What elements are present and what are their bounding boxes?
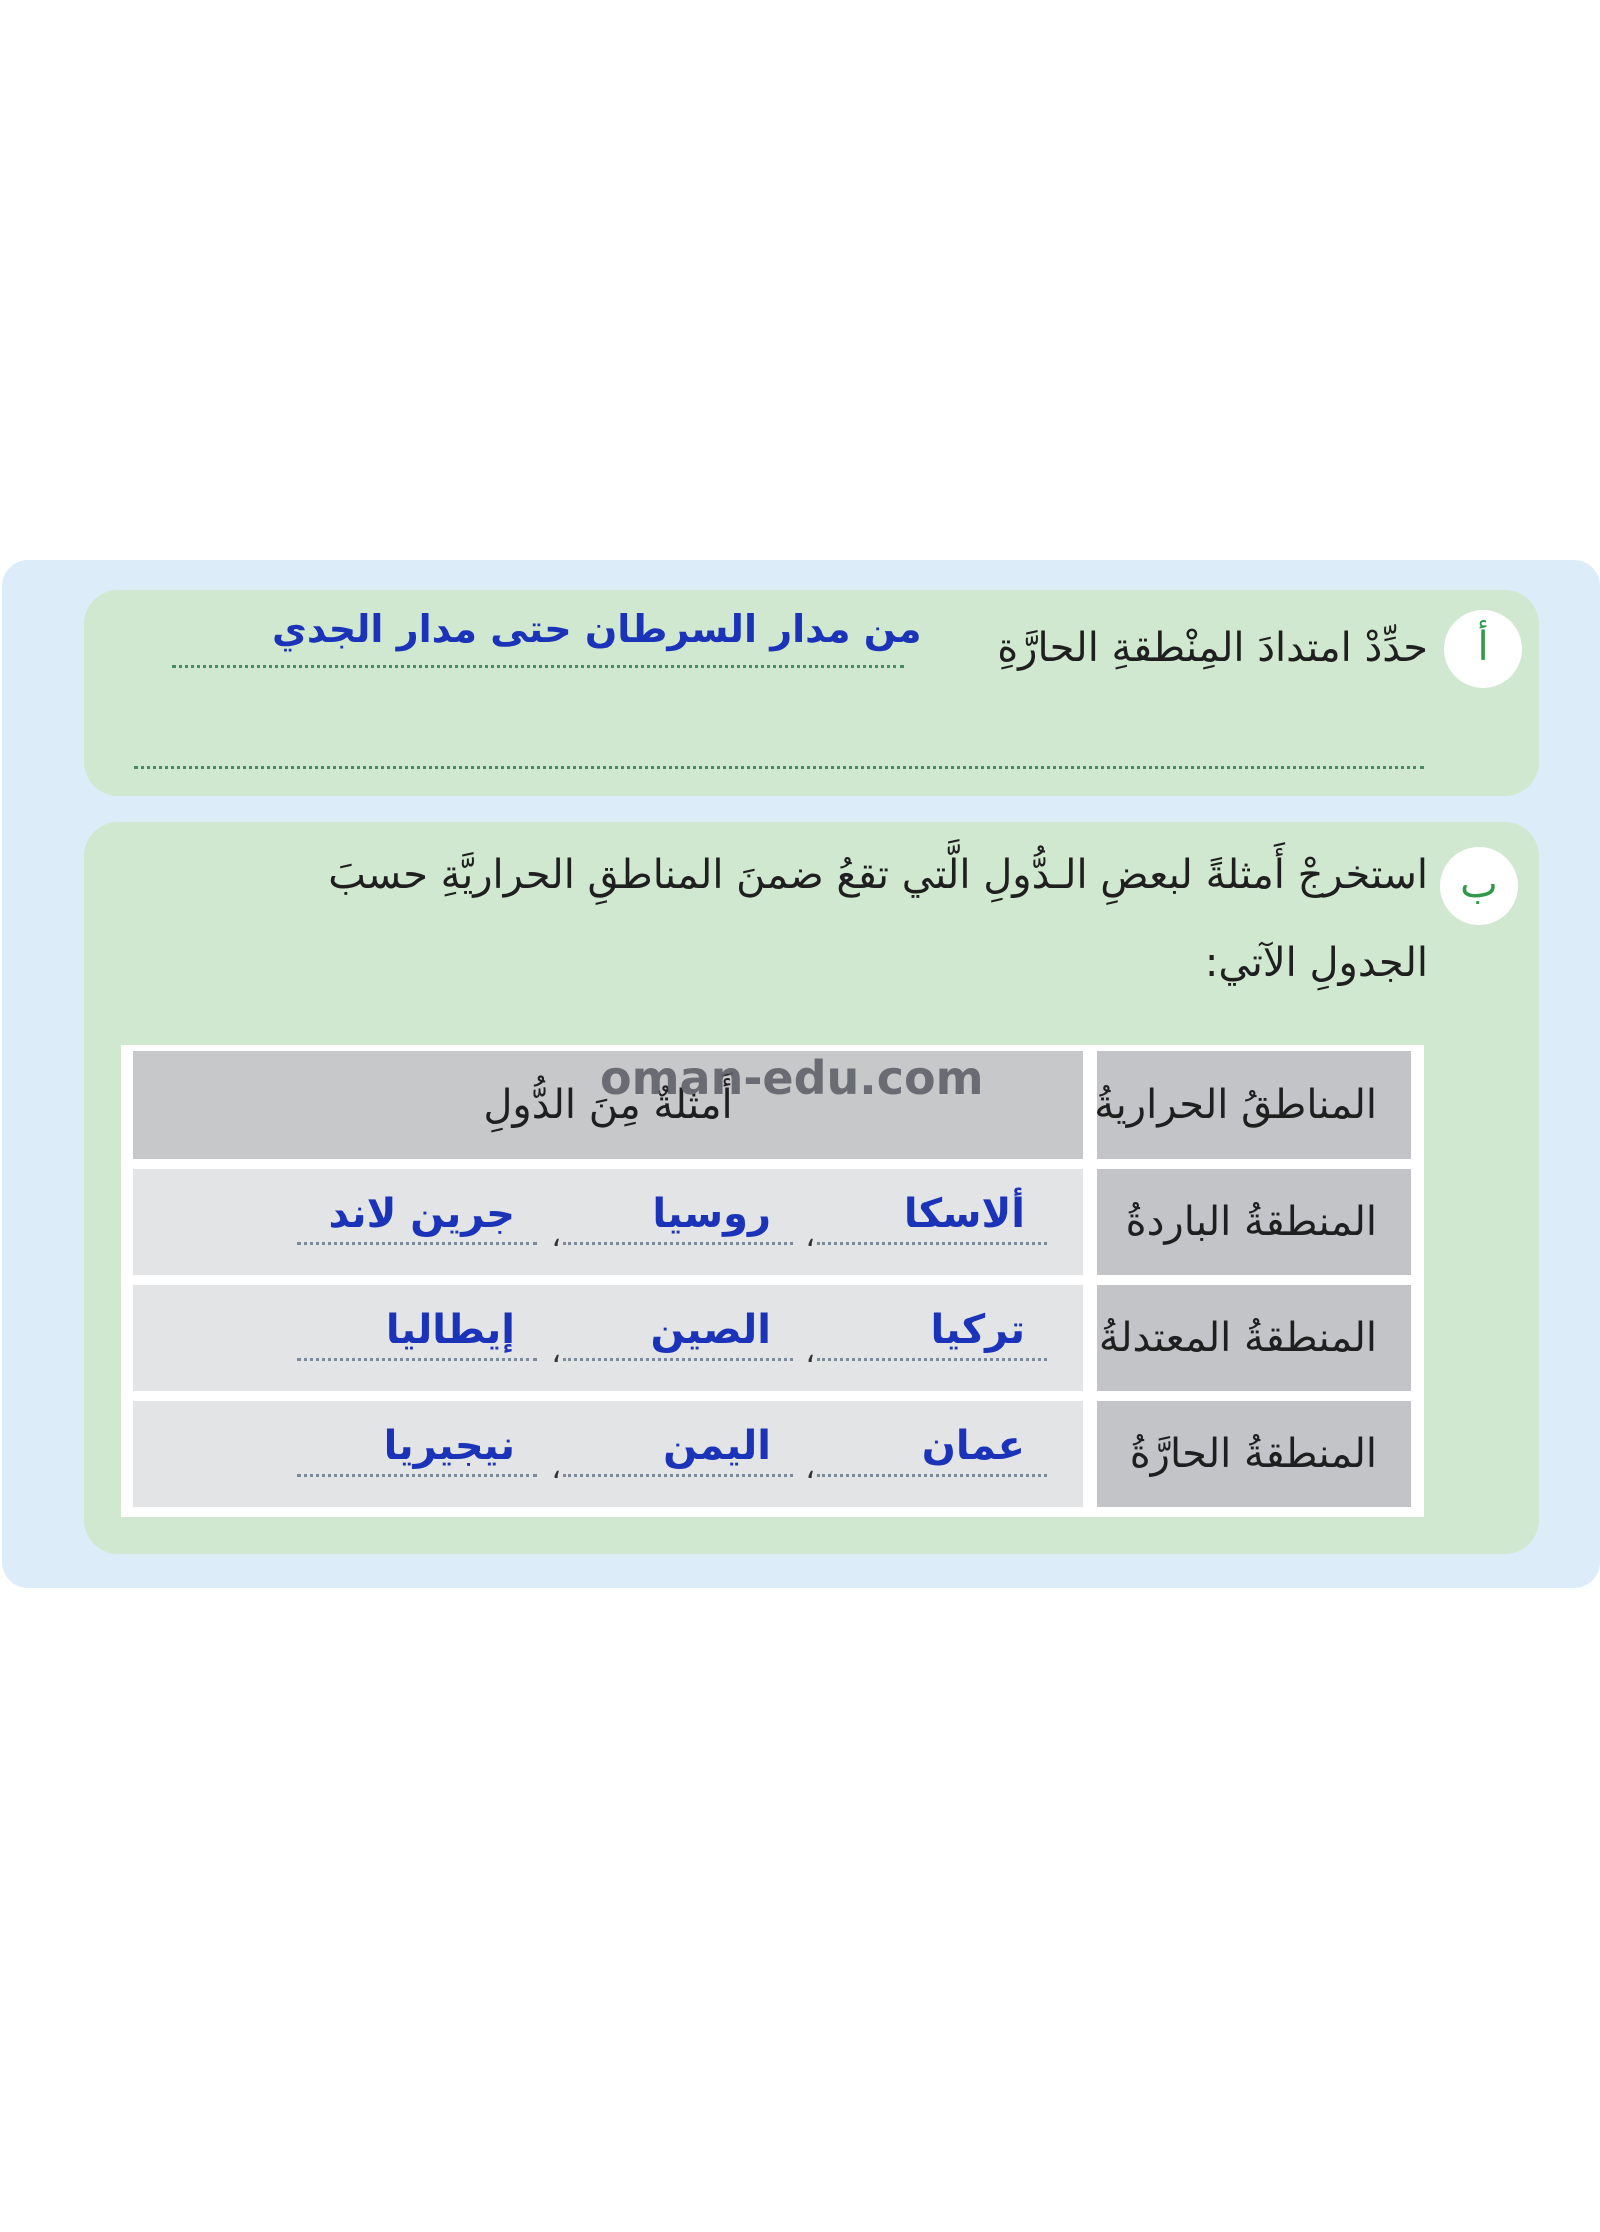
question-a-answer-line-1 — [172, 665, 904, 668]
zone-label-cold: المنطقةُ الباردةُ — [1125, 1199, 1377, 1245]
dotted-line — [563, 1242, 793, 1245]
dotted-line — [817, 1474, 1047, 1477]
comma: ، — [551, 1219, 561, 1254]
question-a-letter: أ — [1444, 610, 1522, 688]
question-a-answer-line-2[interactable] — [134, 766, 1424, 769]
dotted-line — [817, 1242, 1047, 1245]
country-answer: الصين — [650, 1307, 771, 1353]
table-row-hot-zone — [1097, 1401, 1411, 1507]
table-row-cold-zone — [1097, 1169, 1411, 1275]
answer-slot[interactable] — [817, 1179, 1047, 1259]
answer-slot[interactable] — [817, 1411, 1047, 1491]
table-header-examples-label: أَمثلةٌ مِنَ الدُّولِ — [483, 1082, 733, 1128]
country-answer: ألاسكا — [903, 1191, 1025, 1237]
zones-table — [121, 1045, 1424, 1517]
country-answer: تركيا — [930, 1307, 1025, 1353]
table-row-cold-examples — [133, 1169, 1083, 1275]
dotted-line — [563, 1474, 793, 1477]
country-answer: عمان — [921, 1423, 1025, 1469]
dotted-line — [297, 1358, 537, 1361]
table-header-zones-label: المناطقُ الحراريةُ — [1094, 1082, 1377, 1128]
table-row-temperate-examples — [133, 1285, 1083, 1391]
answer-slot[interactable] — [563, 1411, 793, 1491]
dotted-line — [817, 1358, 1047, 1361]
country-answer: اليمن — [663, 1423, 771, 1469]
dotted-line — [563, 1358, 793, 1361]
dotted-line — [297, 1242, 537, 1245]
watermark: oman-edu.com — [600, 1051, 984, 1105]
country-answer: روسيا — [652, 1191, 771, 1237]
question-b-prompt-line-1: استخرجْ أَمثلةً لبعضِ الـدُّولِ الَّتي تقعُ ضمنَ المناطقِ الحراريَّةِ حسبَ — [328, 852, 1428, 898]
question-a-answer[interactable]: من مدار السرطان حتى مدار الجدي — [272, 607, 922, 651]
comma: ، — [805, 1335, 815, 1370]
comma: ، — [805, 1219, 815, 1254]
dotted-line — [297, 1474, 537, 1477]
answer-slot[interactable] — [563, 1295, 793, 1375]
answer-slot[interactable] — [297, 1411, 537, 1491]
country-answer: نيجيريا — [383, 1423, 515, 1469]
comma: ، — [551, 1451, 561, 1486]
comma: ، — [551, 1335, 561, 1370]
zone-label-temperate: المنطقةُ المعتدلةُ — [1098, 1315, 1377, 1361]
country-answer: جرين لاند — [328, 1191, 515, 1237]
answer-slot[interactable] — [297, 1295, 537, 1375]
country-answer: إيطاليا — [385, 1307, 515, 1353]
answer-slot[interactable] — [563, 1179, 793, 1259]
table-row-temperate-zone — [1097, 1285, 1411, 1391]
comma: ، — [805, 1451, 815, 1486]
zone-label-hot: المنطقةُ الحارَّةُ — [1129, 1431, 1377, 1477]
question-a-prompt: حدِّدْ امتدادَ المِنْطقةِ الحارَّةِ — [997, 625, 1428, 671]
answer-slot[interactable] — [817, 1295, 1047, 1375]
table-row-hot-examples — [133, 1401, 1083, 1507]
question-b-letter: ب — [1440, 847, 1518, 925]
answer-slot[interactable] — [297, 1179, 537, 1259]
question-b-prompt-line-2: الجدولِ الآتي: — [1204, 940, 1428, 986]
table-header-zones — [1094, 1051, 1411, 1159]
